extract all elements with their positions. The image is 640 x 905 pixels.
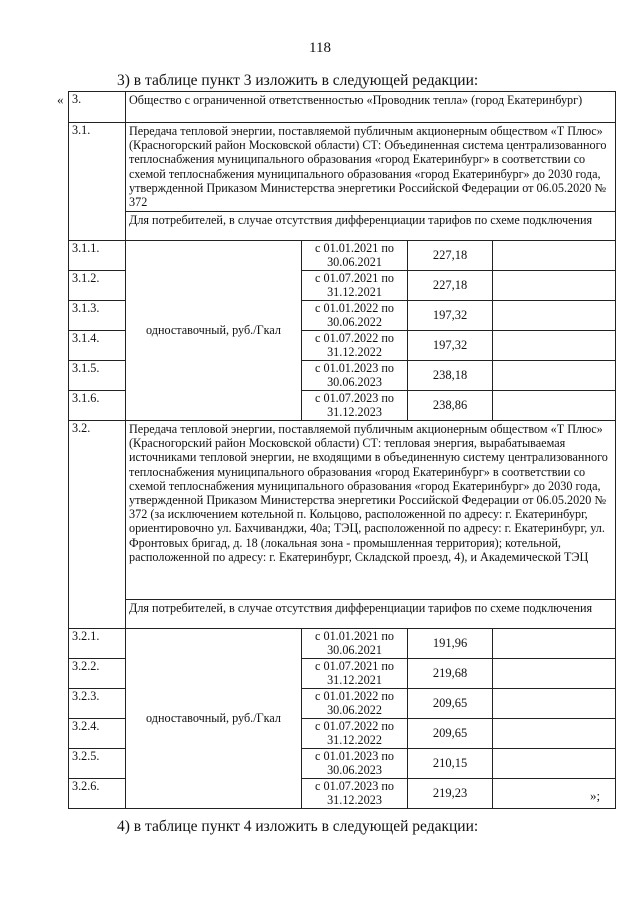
period-cell: с 01.01.2022 по 30.06.2022: [302, 301, 408, 331]
period-cell: с 01.07.2021 по 31.12.2021: [302, 659, 408, 689]
empty-cell: [493, 749, 616, 779]
empty-cell: [493, 361, 616, 391]
empty-cell: [493, 659, 616, 689]
intro-paragraph-4: 4) в таблице пункт 4 изложить в следующей редакции:: [117, 818, 479, 835]
tariff-value: 209,65: [408, 719, 493, 749]
row-number: 3.1.1.: [69, 241, 126, 271]
tariff-table: [68, 91, 616, 809]
row-number: 3.2.: [69, 421, 126, 629]
table-row: [69, 241, 616, 271]
section-description: Передача тепловой энергии, поставляемой публичным акционерным обществом «Т Плюс» (Красногорский район Московской области) СТ: Объединенная система централизованного теплоснабжения муниципального образования «город Екатеринбург» в соответствии со схемой теплоснабжения муниципального образования «город Екатеринбург» до 2030 года, утвержденной Приказом Министерства энергетики Российской Федерации от 06.05.2020 № 372: [126, 123, 616, 212]
empty-cell: [493, 241, 616, 271]
tariff-value: 191,96: [408, 629, 493, 659]
consumers-note: Для потребителей, в случае отсутствия дифференциации тарифов по схеме подключения: [126, 600, 616, 629]
organization-name: Общество с ограниченной ответственностью «Проводник тепла» (город Екатеринбург): [126, 92, 616, 123]
tariff-value: 227,18: [408, 271, 493, 301]
empty-cell: [493, 719, 616, 749]
row-number: 3.1.5.: [69, 361, 126, 391]
empty-cell: [493, 391, 616, 421]
period-cell: с 01.07.2021 по 31.12.2021: [302, 271, 408, 301]
tariff-value: 209,65: [408, 689, 493, 719]
row-number: 3.2.3.: [69, 689, 126, 719]
period-cell: с 01.07.2022 по 31.12.2022: [302, 331, 408, 361]
tariff-value: 238,18: [408, 361, 493, 391]
period-cell: с 01.07.2022 по 31.12.2022: [302, 719, 408, 749]
section-3-1-header: [69, 123, 616, 212]
intro-paragraph-3: 3) в таблице пункт 3 изложить в следующей редакции:: [117, 72, 479, 89]
consumers-note: Для потребителей, в случае отсутствия дифференциации тарифов по схеме подключения: [126, 212, 616, 241]
row-number: 3.1.6.: [69, 391, 126, 421]
empty-cell: [493, 271, 616, 301]
period-cell: с 01.07.2023 по 31.12.2023: [302, 391, 408, 421]
period-cell: с 01.01.2023 по 30.06.2023: [302, 361, 408, 391]
opening-quote: «: [57, 92, 64, 107]
row-number: 3.2.4.: [69, 719, 126, 749]
row-number: 3.1.: [69, 123, 126, 241]
consumers-row: [69, 600, 616, 629]
row-number: 3.1.4.: [69, 331, 126, 361]
empty-cell: [493, 689, 616, 719]
period-cell: с 01.01.2021 по 30.06.2021: [302, 629, 408, 659]
period-cell: с 01.01.2021 по 30.06.2021: [302, 241, 408, 271]
row-number: 3.2.2.: [69, 659, 126, 689]
closing-quote: »;: [590, 788, 601, 803]
tariff-value: 197,32: [408, 301, 493, 331]
tariff-value: 238,86: [408, 391, 493, 421]
row-number: 3.1.3.: [69, 301, 126, 331]
row-number: 3.2.6.: [69, 779, 126, 809]
empty-cell: [493, 629, 616, 659]
period-cell: с 01.01.2022 по 30.06.2022: [302, 689, 408, 719]
tariff-value: 227,18: [408, 241, 493, 271]
page-number: 118: [309, 40, 331, 56]
row-number: 3.2.5.: [69, 749, 126, 779]
period-cell: с 01.07.2023 по 31.12.2023: [302, 779, 408, 809]
consumers-row: [69, 212, 616, 241]
table-row-3: [69, 92, 616, 123]
tariff-value: 210,15: [408, 749, 493, 779]
empty-cell: [493, 331, 616, 361]
row-number: 3.2.1.: [69, 629, 126, 659]
empty-cell: [493, 301, 616, 331]
period-cell: с 01.01.2023 по 30.06.2023: [302, 749, 408, 779]
tariff-value: 219,23: [408, 779, 493, 809]
row-number: 3.: [69, 92, 126, 123]
section-3-2-header: [69, 421, 616, 600]
row-number: 3.1.2.: [69, 271, 126, 301]
tariff-type-label: одноставочный, руб./Гкал: [126, 629, 302, 809]
table-row: [69, 629, 616, 659]
tariff-value: 219,68: [408, 659, 493, 689]
tariff-type-label: одноставочный, руб./Гкал: [126, 241, 302, 421]
section-description: Передача тепловой энергии, поставляемой публичным акционерным обществом «Т Плюс» (Красногорский район Московской области) СТ: тепловая энергия, вырабатываемая источниками тепловой энергии, не входящими в объединенную систему централизованного теплоснабжения муниципального образования «город Екатеринбург» в соответствии со схемой теплоснабжения муниципального образования «город Екатеринбург» до 2030 года, утвержденной Приказом Министерства энергетики Российской Федерации от 06.05.2020 № 372 (за исключением котельной п. Кольцово, расположенной по адресу: г. Екатеринбург, ориентировочно ул. Бахчиванджи, 40а; ТЭЦ, расположенной по адресу: г. Екатеринбург, ул. Фронтовых бригад, д. 18 (локальная зона - промышленная территория); котельной, расположенной по адресу: г. Екатеринбург, Складской проезд, 4), и Академической ТЭЦ: [126, 421, 616, 600]
tariff-value: 197,32: [408, 331, 493, 361]
